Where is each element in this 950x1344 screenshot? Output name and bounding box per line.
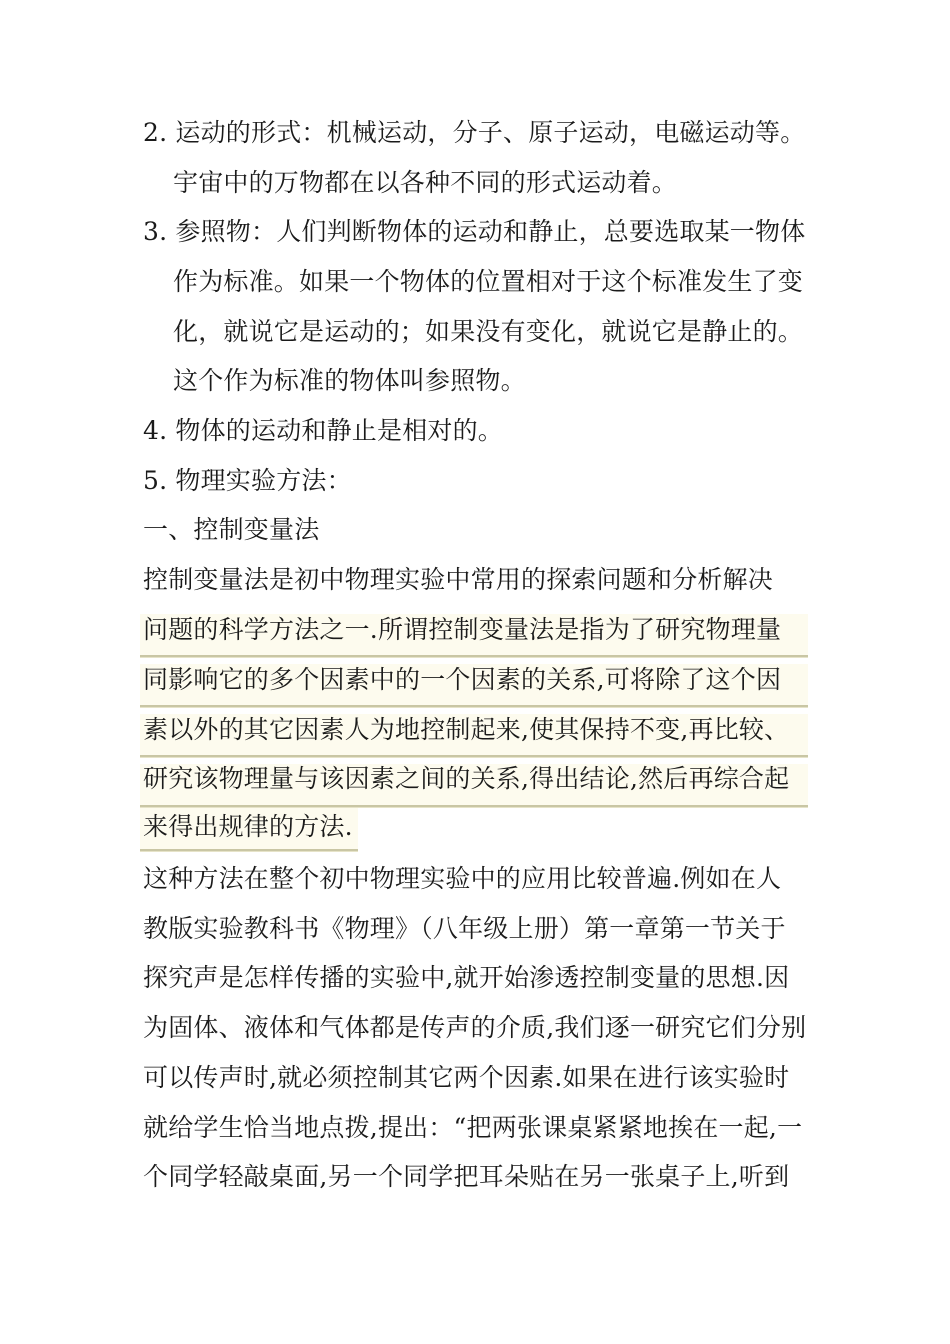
text-line: 2. 运动的形式：机械运动，分子、原子运动，电磁运动等。 (143, 118, 806, 147)
highlighted-text-line: 来得出规律的方法. (143, 812, 353, 841)
text-line: 为固体、液体和气体都是传声的介质,我们逐一研究它们分别 (143, 1013, 807, 1042)
text-line: 宇宙中的万物都在以各种不同的形式运动着。 (173, 168, 678, 197)
text-line: 就给学生恰当地点拨,提出：“把两张课桌紧紧地挨在一起,一 (143, 1113, 803, 1142)
text-line: 化，就说它是运动的；如果没有变化，就说它是静止的。 (173, 317, 804, 346)
text-line: 5. 物理实验方法： (143, 466, 352, 495)
text-line: 3. 参照物：人们判断物体的运动和静止，总要选取某一物体 (143, 217, 806, 246)
text-line: 探究声是怎样传播的实验中,就开始渗透控制变量的思想.因 (143, 963, 790, 992)
section-heading: 一、控制变量法 (143, 515, 320, 544)
text-line: 控制变量法是初中物理实验中常用的探索问题和分析解决 (143, 565, 774, 594)
highlighted-text-line: 问题的科学方法之一.所谓控制变量法是指为了研究物理量 (143, 615, 782, 644)
text-line: 这个作为标准的物体叫参照物。 (173, 366, 526, 395)
text-line: 可以传声时,就必须控制其它两个因素.如果在进行该实验时 (143, 1063, 790, 1092)
highlighted-text-line: 素以外的其它因素人为地控制起来,使其保持不变,再比较、 (143, 715, 790, 744)
highlighted-text-line: 研究该物理量与该因素之间的关系,得出结论,然后再综合起 (143, 764, 790, 793)
highlighted-text-line: 同影响它的多个因素中的一个因素的关系,可将除了这个因 (143, 665, 782, 694)
text-line: 个同学轻敲桌面,另一个同学把耳朵贴在另一张桌子上,听到 (143, 1162, 790, 1191)
text-line: 作为标准。如果一个物体的位置相对于这个标准发生了变 (173, 267, 804, 296)
text-line: 这种方法在整个初中物理实验中的应用比较普遍.例如在人 (143, 864, 782, 893)
text-line: 4. 物体的运动和静止是相对的。 (143, 416, 504, 445)
text-line: 教版实验教科书《物理》（八年级上册）第一章第一节关于 (143, 914, 786, 943)
